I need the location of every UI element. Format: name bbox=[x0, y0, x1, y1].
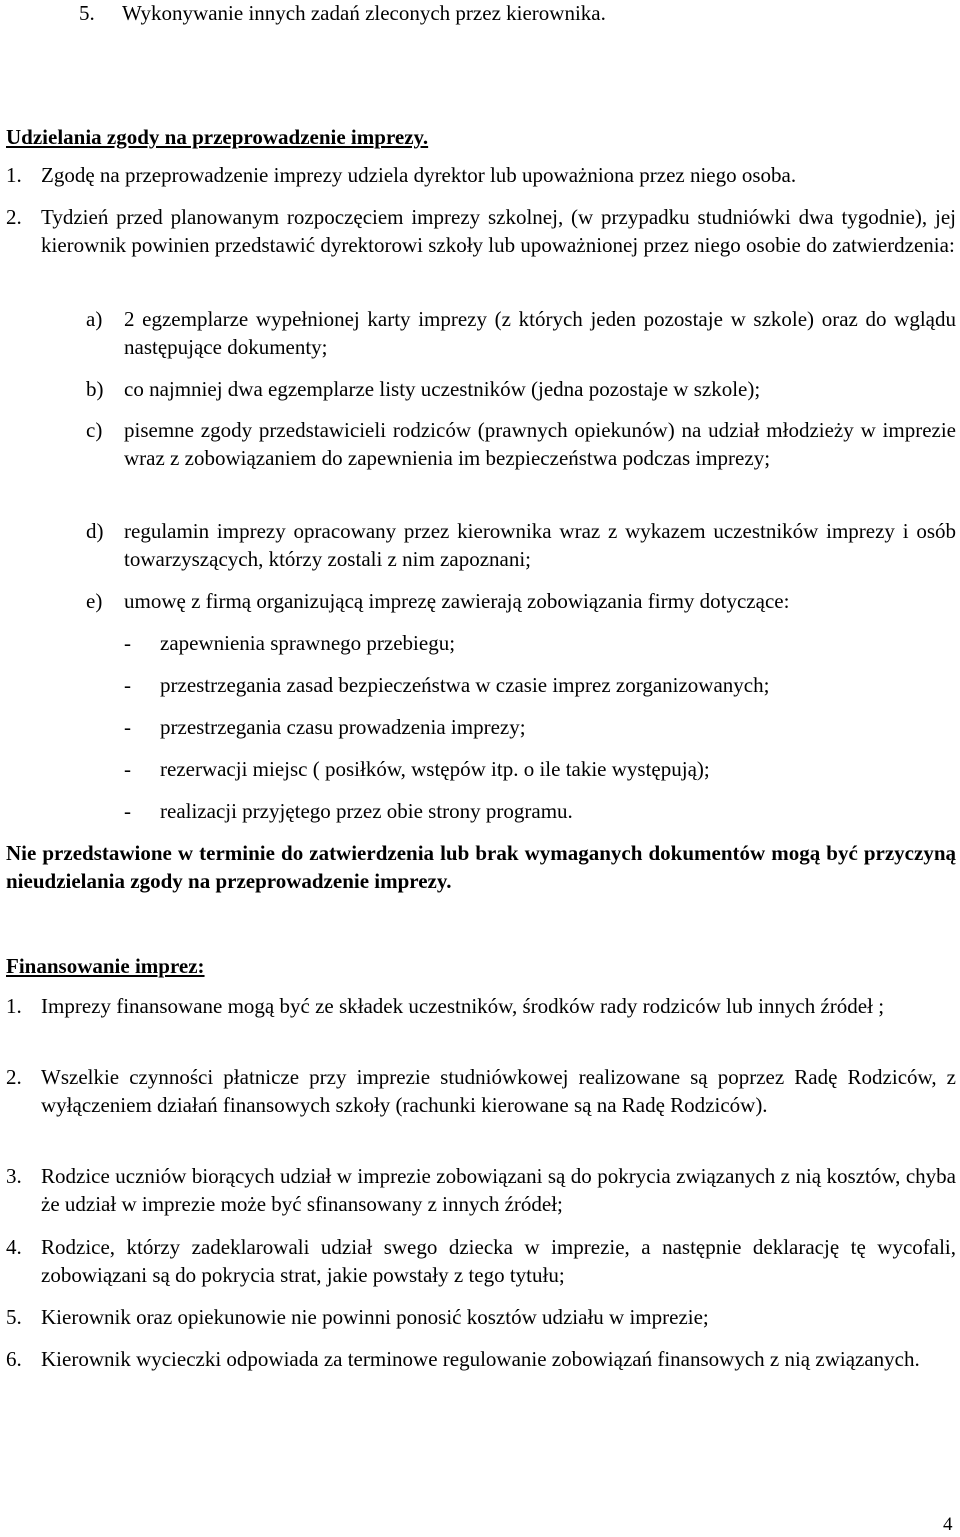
item-text: Zgodę na przeprowadzenie imprezy udziela dyrektor lub upoważniona przez niego osoba. bbox=[41, 163, 797, 187]
item-text: rezerwacji miejsc ( posiłków, wstępów itp. o ile takie występują); bbox=[160, 757, 710, 781]
item-text: pisemne zgody przedstawicieli rodziców (prawnych opiekunów) na udział młodzieży w imprezie wraz z zobowiązaniem do zapewnienia im bezpieczeństwa podczas imprezy; bbox=[124, 418, 956, 470]
item-number: 2. bbox=[6, 205, 22, 229]
section-heading-approval: Udzielania zgody na przeprowadzenie imprezy. bbox=[6, 125, 429, 149]
item-text: Imprezy finansowane mogą być ze składek uczestników, środków rady rodziców lub innych źródeł ; bbox=[41, 994, 885, 1018]
item-number: 1. bbox=[6, 163, 22, 187]
item-number: 6. bbox=[6, 1347, 22, 1371]
item-number: 3. bbox=[6, 1164, 22, 1188]
item-text: Rodzice uczniów biorących udział w imprezie zobowiązani są do pokrycia związanych z nią kosztów, chyba że udział w imprezie może być sfinansowany z innych źródeł; bbox=[41, 1164, 956, 1216]
item-letter: d) bbox=[86, 519, 104, 543]
item-number: 5. bbox=[79, 1, 95, 25]
item-text: Wykonywanie innych zadań zleconych przez kierownika. bbox=[122, 1, 606, 25]
item-text: Kierownik oraz opiekunowie nie powinni ponosić kosztów udziału w imprezie; bbox=[41, 1305, 709, 1329]
item-number: 5. bbox=[6, 1305, 22, 1329]
item-text: przestrzegania czasu prowadzenia imprezy; bbox=[160, 715, 526, 739]
page-number: 4 bbox=[943, 1514, 953, 1535]
item-dash: - bbox=[124, 715, 131, 739]
item-letter: c) bbox=[86, 418, 103, 442]
item-text: 2 egzemplarze wypełnionej karty imprezy (z których jeden pozostaje w szkole) oraz do wglądu następujące dokumenty; bbox=[124, 307, 956, 359]
item-text: zapewnienia sprawnego przebiegu; bbox=[160, 631, 456, 655]
item-text: Rodzice, którzy zadeklarowali udział swego dziecka w imprezie, a następnie deklarację tę wycofali, zobowiązani są do pokrycia strat, jakie powstały z tego tytułu; bbox=[41, 1235, 956, 1287]
item-number: 1. bbox=[6, 994, 22, 1018]
item-number: 4. bbox=[6, 1235, 22, 1259]
item-text: Wszelkie czynności płatnicze przy imprezie studniówkowej realizowane są poprzez Radę Rodziców, z wyłączeniem działań finansowych szkoły (rachunki kierowane są na Radę Rodziców). bbox=[41, 1065, 956, 1117]
item-text: umowę z firmą organizującą imprezę zawierają zobowiązania firmy dotyczące: bbox=[124, 589, 790, 613]
item-letter: e) bbox=[86, 589, 103, 613]
item-dash: - bbox=[124, 799, 131, 823]
item-text: co najmniej dwa egzemplarze listy uczestników (jedna pozostaje w szkole); bbox=[124, 377, 761, 401]
item-text: Tydzień przed planowanym rozpoczęciem imprezy szkolnej, (w przypadku studniówki dwa tygodnie), jej kierownik powinien przedstawić dyrektorowi szkoły lub upoważnionej przez niego osobie do zatwierdzenia: bbox=[41, 205, 956, 257]
item-text: regulamin imprezy opracowany przez kierownika wraz z wykazem uczestników imprezy i osób towarzyszących, którzy zostali z nim zapoznani; bbox=[124, 519, 956, 571]
item-text: realizacji przyjętego przez obie strony programu. bbox=[160, 799, 573, 823]
item-letter: b) bbox=[86, 377, 104, 401]
warning-paragraph: Nie przedstawione w terminie do zatwierdzenia lub brak wymaganych dokumentów mogą być przyczyną nieudzielania zgody na przeprowadzenie imprezy. bbox=[6, 841, 956, 893]
item-dash: - bbox=[124, 757, 131, 781]
item-dash: - bbox=[124, 631, 131, 655]
item-letter: a) bbox=[86, 307, 103, 331]
item-dash: - bbox=[124, 673, 131, 697]
section-heading-financing: Finansowanie imprez: bbox=[6, 954, 205, 978]
item-text: przestrzegania zasad bezpieczeństwa w czasie imprez zorganizowanych; bbox=[160, 673, 770, 697]
item-text: Kierownik wycieczki odpowiada za terminowe regulowanie zobowiązań finansowych z nią związanych. bbox=[41, 1347, 920, 1371]
item-number: 2. bbox=[6, 1065, 22, 1089]
